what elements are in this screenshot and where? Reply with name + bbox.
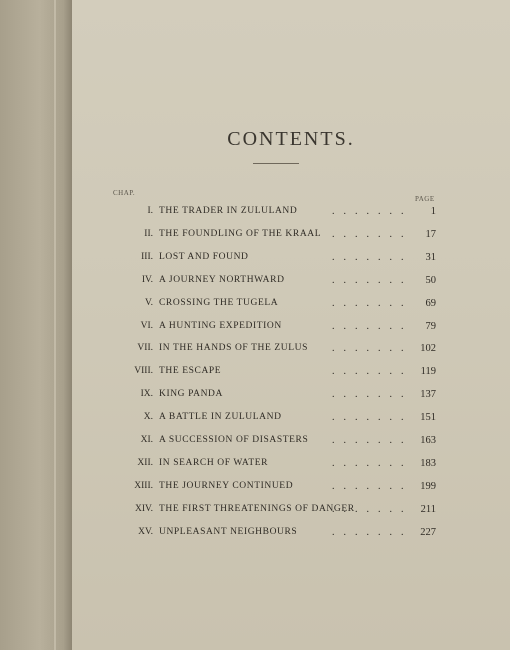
page-edge bbox=[54, 0, 56, 650]
toc-entry bbox=[72, 343, 510, 359]
dot-leader: ....... bbox=[332, 275, 412, 286]
toc-entry bbox=[72, 229, 510, 245]
dot-leader: ....... bbox=[332, 298, 412, 309]
page-number: 79 bbox=[425, 321, 436, 332]
chapter-number: VI. bbox=[140, 321, 153, 331]
dot-leader: ....... bbox=[332, 389, 412, 400]
dot-leader: ....... bbox=[332, 435, 412, 446]
dot-leader: ....... bbox=[332, 412, 412, 423]
chapter-title: THE TRADER IN ZULULAND bbox=[159, 206, 298, 216]
toc-entry bbox=[72, 389, 510, 405]
chapter-title: IN SEARCH OF WATER bbox=[159, 458, 269, 468]
toc-entry bbox=[72, 275, 510, 291]
chapter-column-header: CHAP. bbox=[113, 189, 136, 197]
chapter-number: III. bbox=[141, 252, 153, 262]
chapter-title: A BATTLE IN ZULULAND bbox=[159, 412, 282, 422]
dot-leader: ....... bbox=[332, 366, 412, 377]
toc-entry bbox=[72, 252, 510, 268]
book-page bbox=[72, 0, 510, 650]
page-number: 163 bbox=[420, 435, 436, 446]
dot-leader: ....... bbox=[332, 343, 412, 354]
page-number: 151 bbox=[420, 412, 436, 423]
page-number: 199 bbox=[420, 481, 436, 492]
dot-leader: ....... bbox=[332, 504, 412, 515]
chapter-number: XII. bbox=[137, 458, 153, 468]
page-number: 183 bbox=[420, 458, 436, 469]
page-number: 17 bbox=[425, 229, 436, 240]
toc-entry bbox=[72, 298, 510, 314]
chapter-number: XIV. bbox=[134, 504, 153, 514]
dot-leader: ....... bbox=[332, 481, 412, 492]
chapter-number: IV. bbox=[141, 275, 153, 285]
chapter-number: VII. bbox=[137, 343, 153, 353]
chapter-number: IX. bbox=[140, 389, 153, 399]
page-number: 119 bbox=[420, 366, 436, 377]
page-number: 137 bbox=[420, 389, 436, 400]
page-number: 211 bbox=[420, 504, 436, 515]
page-number: 69 bbox=[425, 298, 436, 309]
dot-leader: ....... bbox=[332, 206, 412, 217]
toc-entry bbox=[72, 458, 510, 474]
chapter-number: II. bbox=[144, 229, 153, 239]
page-column-header: PAGE bbox=[415, 195, 435, 203]
page-number: 102 bbox=[420, 343, 436, 354]
dot-leader: ....... bbox=[332, 527, 412, 538]
page-number: 31 bbox=[425, 252, 436, 263]
chapter-title: A SUCCESSION OF DISASTERS bbox=[159, 435, 309, 445]
chapter-number: I. bbox=[147, 206, 153, 216]
toc-entry bbox=[72, 435, 510, 451]
chapter-title: LOST AND FOUND bbox=[159, 252, 249, 262]
chapter-title: CROSSING THE TUGELA bbox=[159, 298, 279, 308]
toc-entry bbox=[72, 366, 510, 382]
chapter-title: IN THE HANDS OF THE ZULUS bbox=[159, 343, 308, 353]
page-number: 1 bbox=[430, 206, 436, 217]
dot-leader: ....... bbox=[332, 321, 412, 332]
toc-entry bbox=[72, 206, 510, 222]
chapter-title: A JOURNEY NORTHWARD bbox=[159, 275, 285, 285]
chapter-title: UNPLEASANT NEIGHBOURS bbox=[159, 527, 298, 537]
dot-leader: ....... bbox=[332, 252, 412, 263]
chapter-number: VIII. bbox=[134, 366, 153, 376]
title-rule bbox=[253, 163, 299, 164]
toc-entry bbox=[72, 527, 510, 543]
chapter-number: XV. bbox=[138, 527, 153, 537]
toc-entry bbox=[72, 481, 510, 497]
chapter-title: A HUNTING EXPEDITION bbox=[159, 321, 282, 331]
chapter-title: THE FIRST THREATENINGS OF DANGER bbox=[159, 504, 355, 514]
chapter-title: THE JOURNEY CONTINUED bbox=[159, 481, 294, 491]
dot-leader: ....... bbox=[332, 458, 412, 469]
chapter-title: THE FOUNDLING OF THE KRAAL bbox=[159, 229, 322, 239]
chapter-number: X. bbox=[143, 412, 153, 422]
chapter-number: XIII. bbox=[134, 481, 153, 491]
toc-entry bbox=[72, 504, 510, 520]
chapter-title: KING PANDA bbox=[159, 389, 223, 399]
page-number: 227 bbox=[420, 527, 436, 538]
dot-leader: ....... bbox=[332, 229, 412, 240]
chapter-number: XI. bbox=[140, 435, 153, 445]
page-title: CONTENTS. bbox=[227, 128, 355, 150]
chapter-title: THE ESCAPE bbox=[159, 366, 222, 376]
book-gutter bbox=[0, 0, 72, 650]
page-number: 50 bbox=[425, 275, 436, 286]
toc-entry bbox=[72, 412, 510, 428]
chapter-number: V. bbox=[144, 298, 153, 308]
toc-entry bbox=[72, 321, 510, 337]
